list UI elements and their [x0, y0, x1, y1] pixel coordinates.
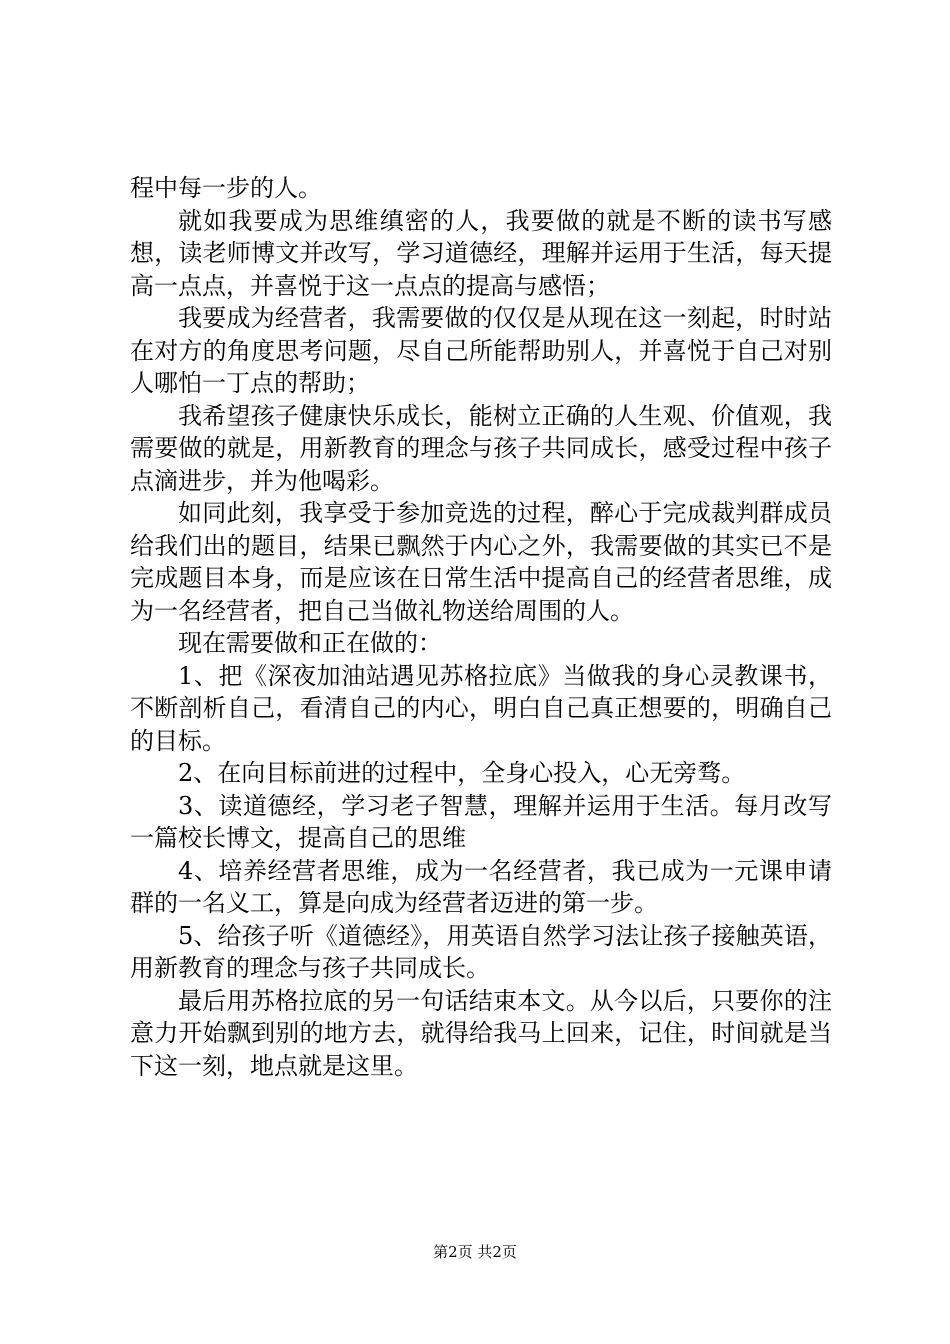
paragraph: 我要成为经营者，我需要做的仅仅是从现在这一刻起，时时站在对方的角度思考问题，尽自己所能帮助别人，并喜悦于自己对别人哪怕一丁点的帮助； — [130, 304, 832, 397]
paragraph: 如同此刻，我享受于参加竞选的过程，醉心于完成裁判群成员给我们出的题目，结果已飘然于内心之外，我需要做的其实已不是完成题目本身，而是应该在日常生活中提高自己的经营者思维，成为一名经营者，把自己当做礼物送给周围的人。 — [130, 499, 832, 625]
document-body — [130, 172, 832, 1082]
list-item: 2、在向目标前进的过程中，全身心投入，心无旁骛。 — [178, 759, 746, 787]
paragraph: 最后用苏格拉底的另一句话结束本文。从今以后，只要你的注意力开始飘到别的地方去，就得给我马上回来，记住，时间就是当下这一刻，地点就是这里。 — [130, 986, 832, 1080]
paragraph: 程中每一步的人。 — [130, 174, 322, 202]
list-item: 3、读道德经，学习老子智慧，理解并运用于生活。每月改写一篇校长博文，提高自己的思维 — [130, 791, 832, 852]
paragraph: 现在需要做和正在做的： — [178, 629, 442, 657]
list-item: 1、把《深夜加油站遇见苏格拉底》当做我的身心灵教课书，不断剖析自己，看清自己的内心，明白自己真正想要的，明确自己的目标。 — [130, 661, 832, 755]
paragraph: 我希望孩子健康快乐成长，能树立正确的人生观、价值观，我需要做的就是，用新教育的理念与孩子共同成长，感受过程中孩子点滴进步，并为他喝彩。 — [130, 401, 832, 495]
list-item: 5、给孩子听《道德经》，用英语自然学习法让孩子接触英语，用新教育的理念与孩子共同成长。 — [130, 921, 832, 982]
page-number: 第2页 共2页 — [433, 1243, 517, 1261]
paragraph: 就如我要成为思维缜密的人，我要做的就是不断的读书写感想，读老师博文并改写，学习道德经，理解并运用于生活，每天提高一点点，并喜悦于这一点点的提高与感悟； — [130, 206, 832, 300]
list-item: 4、培养经营者思维，成为一名经营者，我已成为一元课申请群的一名义工，算是向成为经营者迈进的第一步。 — [130, 856, 832, 917]
